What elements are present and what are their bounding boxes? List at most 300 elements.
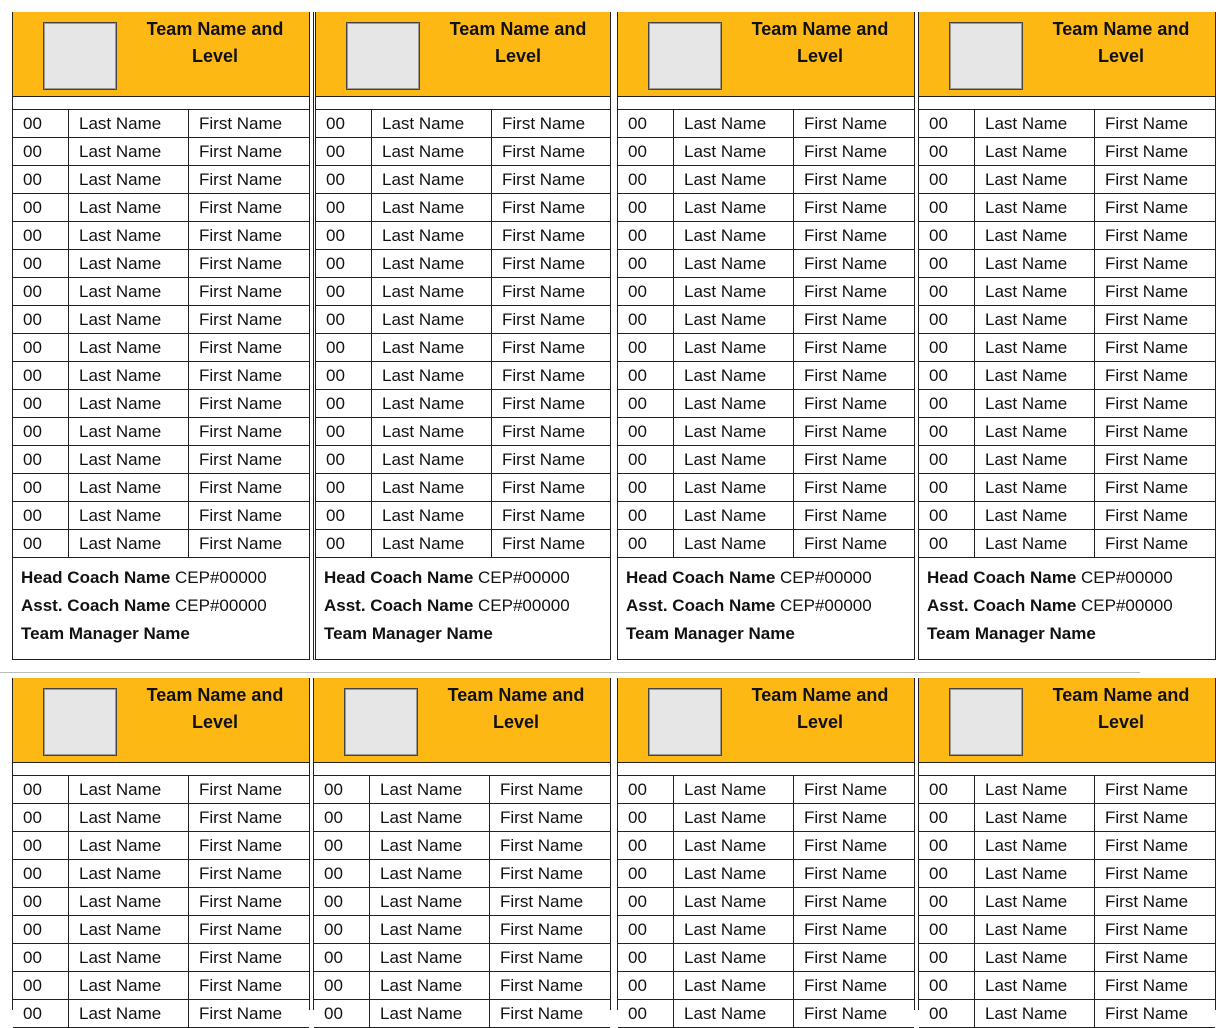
player-last-name[interactable]: Last Name xyxy=(975,110,1095,137)
team-name-and-level[interactable]: Team Name and Level xyxy=(146,19,284,66)
jersey-number[interactable]: 00 xyxy=(919,194,975,221)
player-last-name[interactable]: Last Name xyxy=(674,1000,794,1027)
player-first-name[interactable]: First Name xyxy=(804,310,888,329)
player-first-name[interactable]: First Name xyxy=(500,920,584,939)
jersey-number[interactable]: 00 xyxy=(919,474,975,501)
jersey-number[interactable]: 00 xyxy=(618,362,674,389)
player-first-name[interactable]: First Name xyxy=(199,808,283,827)
player-first-name[interactable]: First Name xyxy=(502,394,586,413)
jersey-number[interactable]: 00 xyxy=(314,972,370,999)
player-first-name[interactable]: First Name xyxy=(804,976,888,995)
player-first-name[interactable]: First Name xyxy=(199,450,283,469)
player-last-name[interactable]: Last Name xyxy=(69,166,189,193)
player-last-name[interactable]: Last Name xyxy=(975,278,1095,305)
team-logo-placeholder[interactable] xyxy=(949,688,1023,756)
player-last-name[interactable]: Last Name xyxy=(69,916,189,943)
player-last-name[interactable]: Last Name xyxy=(975,530,1095,557)
player-last-name[interactable]: Last Name xyxy=(69,250,189,277)
jersey-number[interactable]: 00 xyxy=(316,446,372,473)
player-first-name[interactable]: First Name xyxy=(199,1004,283,1023)
jersey-number[interactable]: 00 xyxy=(316,250,372,277)
player-first-name[interactable]: First Name xyxy=(199,864,283,883)
team-name-and-level[interactable]: Team Name and Level xyxy=(449,19,587,66)
player-first-name[interactable]: First Name xyxy=(199,142,283,161)
player-first-name[interactable]: First Name xyxy=(804,422,888,441)
jersey-number[interactable]: 00 xyxy=(13,306,69,333)
player-last-name[interactable]: Last Name xyxy=(372,166,492,193)
jersey-number[interactable]: 00 xyxy=(618,530,674,557)
jersey-number[interactable]: 00 xyxy=(13,832,69,859)
player-first-name[interactable]: First Name xyxy=(804,450,888,469)
player-first-name[interactable]: First Name xyxy=(1105,394,1189,413)
head-coach-cep[interactable]: CEP#00000 xyxy=(478,568,570,587)
player-first-name[interactable]: First Name xyxy=(1105,142,1189,161)
player-first-name[interactable]: First Name xyxy=(1105,366,1189,385)
player-first-name[interactable]: First Name xyxy=(502,226,586,245)
jersey-number[interactable]: 00 xyxy=(919,334,975,361)
jersey-number[interactable]: 00 xyxy=(618,972,674,999)
jersey-number[interactable]: 00 xyxy=(618,502,674,529)
jersey-number[interactable]: 00 xyxy=(618,390,674,417)
player-last-name[interactable]: Last Name xyxy=(975,250,1095,277)
player-first-name[interactable]: First Name xyxy=(804,394,888,413)
player-last-name[interactable]: Last Name xyxy=(674,194,794,221)
jersey-number[interactable]: 00 xyxy=(316,138,372,165)
player-last-name[interactable]: Last Name xyxy=(975,334,1095,361)
team-manager-name[interactable]: Team Manager Name xyxy=(324,624,493,643)
player-first-name[interactable]: First Name xyxy=(199,282,283,301)
player-last-name[interactable]: Last Name xyxy=(69,530,189,557)
player-last-name[interactable]: Last Name xyxy=(370,916,490,943)
player-last-name[interactable]: Last Name xyxy=(370,888,490,915)
head-coach-name[interactable]: Head Coach Name xyxy=(324,568,474,587)
player-first-name[interactable]: First Name xyxy=(502,534,586,553)
team-manager-name[interactable]: Team Manager Name xyxy=(626,624,795,643)
jersey-number[interactable]: 00 xyxy=(919,502,975,529)
player-first-name[interactable]: First Name xyxy=(502,282,586,301)
player-last-name[interactable]: Last Name xyxy=(69,390,189,417)
player-first-name[interactable]: First Name xyxy=(804,836,888,855)
player-first-name[interactable]: First Name xyxy=(502,142,586,161)
player-last-name[interactable]: Last Name xyxy=(674,446,794,473)
jersey-number[interactable]: 00 xyxy=(316,166,372,193)
jersey-number[interactable]: 00 xyxy=(13,776,69,803)
player-last-name[interactable]: Last Name xyxy=(69,446,189,473)
team-name-and-level[interactable]: Team Name and Level xyxy=(751,685,889,732)
jersey-number[interactable]: 00 xyxy=(919,390,975,417)
player-last-name[interactable]: Last Name xyxy=(370,776,490,803)
jersey-number[interactable]: 00 xyxy=(919,972,975,999)
jersey-number[interactable]: 00 xyxy=(919,166,975,193)
player-last-name[interactable]: Last Name xyxy=(674,888,794,915)
player-first-name[interactable]: First Name xyxy=(804,478,888,497)
jersey-number[interactable]: 00 xyxy=(13,804,69,831)
player-first-name[interactable]: First Name xyxy=(804,254,888,273)
player-last-name[interactable]: Last Name xyxy=(370,972,490,999)
asst-coach-name[interactable]: Asst. Coach Name xyxy=(21,596,171,615)
jersey-number[interactable]: 00 xyxy=(316,222,372,249)
team-logo-placeholder[interactable] xyxy=(648,688,722,756)
jersey-number[interactable]: 00 xyxy=(618,916,674,943)
player-first-name[interactable]: First Name xyxy=(199,478,283,497)
player-first-name[interactable]: First Name xyxy=(804,808,888,827)
team-name-and-level[interactable]: Team Name and Level xyxy=(1052,19,1190,66)
player-last-name[interactable]: Last Name xyxy=(674,362,794,389)
player-last-name[interactable]: Last Name xyxy=(674,306,794,333)
player-last-name[interactable]: Last Name xyxy=(69,972,189,999)
player-first-name[interactable]: First Name xyxy=(1105,920,1189,939)
jersey-number[interactable]: 00 xyxy=(316,502,372,529)
jersey-number[interactable]: 00 xyxy=(13,860,69,887)
jersey-number[interactable]: 00 xyxy=(13,250,69,277)
player-first-name[interactable]: First Name xyxy=(1105,170,1189,189)
player-first-name[interactable]: First Name xyxy=(199,422,283,441)
jersey-number[interactable]: 00 xyxy=(919,362,975,389)
player-first-name[interactable]: First Name xyxy=(1105,422,1189,441)
player-first-name[interactable]: First Name xyxy=(502,422,586,441)
team-logo-placeholder[interactable] xyxy=(344,688,418,756)
jersey-number[interactable]: 00 xyxy=(618,110,674,137)
player-last-name[interactable]: Last Name xyxy=(975,502,1095,529)
player-last-name[interactable]: Last Name xyxy=(69,138,189,165)
player-last-name[interactable]: Last Name xyxy=(674,390,794,417)
asst-coach-cep[interactable]: CEP#00000 xyxy=(780,596,872,615)
player-last-name[interactable]: Last Name xyxy=(372,306,492,333)
jersey-number[interactable]: 00 xyxy=(919,888,975,915)
asst-coach-cep[interactable]: CEP#00000 xyxy=(478,596,570,615)
player-last-name[interactable]: Last Name xyxy=(674,474,794,501)
jersey-number[interactable]: 00 xyxy=(13,334,69,361)
asst-coach-name[interactable]: Asst. Coach Name xyxy=(324,596,474,615)
jersey-number[interactable]: 00 xyxy=(316,362,372,389)
player-first-name[interactable]: First Name xyxy=(500,1004,584,1023)
jersey-number[interactable]: 00 xyxy=(13,362,69,389)
player-last-name[interactable]: Last Name xyxy=(975,166,1095,193)
player-last-name[interactable]: Last Name xyxy=(372,334,492,361)
team-name-and-level[interactable]: Team Name and Level xyxy=(1052,685,1190,732)
player-last-name[interactable]: Last Name xyxy=(674,138,794,165)
jersey-number[interactable]: 00 xyxy=(919,944,975,971)
player-last-name[interactable]: Last Name xyxy=(674,250,794,277)
jersey-number[interactable]: 00 xyxy=(314,776,370,803)
player-first-name[interactable]: First Name xyxy=(199,892,283,911)
player-first-name[interactable]: First Name xyxy=(1105,254,1189,273)
head-coach-name[interactable]: Head Coach Name xyxy=(626,568,776,587)
jersey-number[interactable]: 00 xyxy=(919,1000,975,1027)
player-last-name[interactable]: Last Name xyxy=(69,222,189,249)
player-first-name[interactable]: First Name xyxy=(804,864,888,883)
player-first-name[interactable]: First Name xyxy=(804,948,888,967)
jersey-number[interactable]: 00 xyxy=(919,250,975,277)
player-last-name[interactable]: Last Name xyxy=(69,776,189,803)
team-logo-placeholder[interactable] xyxy=(43,688,117,756)
player-last-name[interactable]: Last Name xyxy=(69,474,189,501)
player-last-name[interactable]: Last Name xyxy=(674,418,794,445)
jersey-number[interactable]: 00 xyxy=(13,944,69,971)
jersey-number[interactable]: 00 xyxy=(618,860,674,887)
player-last-name[interactable]: Last Name xyxy=(975,446,1095,473)
player-last-name[interactable]: Last Name xyxy=(674,502,794,529)
jersey-number[interactable]: 00 xyxy=(314,888,370,915)
jersey-number[interactable]: 00 xyxy=(316,306,372,333)
player-last-name[interactable]: Last Name xyxy=(372,362,492,389)
jersey-number[interactable]: 00 xyxy=(13,474,69,501)
asst-coach-name[interactable]: Asst. Coach Name xyxy=(626,596,776,615)
jersey-number[interactable]: 00 xyxy=(618,1000,674,1027)
jersey-number[interactable]: 00 xyxy=(316,110,372,137)
jersey-number[interactable]: 00 xyxy=(618,306,674,333)
player-first-name[interactable]: First Name xyxy=(500,976,584,995)
player-first-name[interactable]: First Name xyxy=(500,808,584,827)
jersey-number[interactable]: 00 xyxy=(13,222,69,249)
player-last-name[interactable]: Last Name xyxy=(975,222,1095,249)
jersey-number[interactable]: 00 xyxy=(314,1000,370,1027)
jersey-number[interactable]: 00 xyxy=(13,390,69,417)
player-last-name[interactable]: Last Name xyxy=(372,418,492,445)
player-first-name[interactable]: First Name xyxy=(804,282,888,301)
player-first-name[interactable]: First Name xyxy=(502,310,586,329)
player-last-name[interactable]: Last Name xyxy=(674,776,794,803)
player-first-name[interactable]: First Name xyxy=(804,142,888,161)
player-last-name[interactable]: Last Name xyxy=(372,278,492,305)
player-last-name[interactable]: Last Name xyxy=(372,502,492,529)
player-last-name[interactable]: Last Name xyxy=(372,390,492,417)
player-first-name[interactable]: First Name xyxy=(199,836,283,855)
jersey-number[interactable]: 00 xyxy=(618,474,674,501)
player-first-name[interactable]: First Name xyxy=(804,114,888,133)
player-last-name[interactable]: Last Name xyxy=(69,888,189,915)
player-last-name[interactable]: Last Name xyxy=(370,832,490,859)
team-logo-placeholder[interactable] xyxy=(949,22,1023,90)
player-last-name[interactable]: Last Name xyxy=(370,944,490,971)
player-last-name[interactable]: Last Name xyxy=(674,804,794,831)
jersey-number[interactable]: 00 xyxy=(618,166,674,193)
player-first-name[interactable]: First Name xyxy=(502,114,586,133)
jersey-number[interactable]: 00 xyxy=(13,194,69,221)
jersey-number[interactable]: 00 xyxy=(13,418,69,445)
player-last-name[interactable]: Last Name xyxy=(69,278,189,305)
jersey-number[interactable]: 00 xyxy=(316,194,372,221)
jersey-number[interactable]: 00 xyxy=(618,804,674,831)
jersey-number[interactable]: 00 xyxy=(13,110,69,137)
jersey-number[interactable]: 00 xyxy=(919,860,975,887)
head-coach-name[interactable]: Head Coach Name xyxy=(927,568,1077,587)
jersey-number[interactable]: 00 xyxy=(618,138,674,165)
player-first-name[interactable]: First Name xyxy=(1105,282,1189,301)
player-first-name[interactable]: First Name xyxy=(500,948,584,967)
player-last-name[interactable]: Last Name xyxy=(975,194,1095,221)
jersey-number[interactable]: 00 xyxy=(13,888,69,915)
player-first-name[interactable]: First Name xyxy=(199,310,283,329)
jersey-number[interactable]: 00 xyxy=(13,446,69,473)
head-coach-cep[interactable]: CEP#00000 xyxy=(1081,568,1173,587)
player-last-name[interactable]: Last Name xyxy=(372,138,492,165)
jersey-number[interactable]: 00 xyxy=(13,278,69,305)
player-last-name[interactable]: Last Name xyxy=(372,194,492,221)
player-first-name[interactable]: First Name xyxy=(502,198,586,217)
player-first-name[interactable]: First Name xyxy=(804,170,888,189)
player-last-name[interactable]: Last Name xyxy=(975,832,1095,859)
jersey-number[interactable]: 00 xyxy=(919,418,975,445)
player-last-name[interactable]: Last Name xyxy=(975,1000,1095,1027)
player-first-name[interactable]: First Name xyxy=(199,780,283,799)
player-first-name[interactable]: First Name xyxy=(804,780,888,799)
player-last-name[interactable]: Last Name xyxy=(69,502,189,529)
jersey-number[interactable]: 00 xyxy=(618,222,674,249)
jersey-number[interactable]: 00 xyxy=(919,278,975,305)
player-first-name[interactable]: First Name xyxy=(804,1004,888,1023)
asst-coach-cep[interactable]: CEP#00000 xyxy=(1081,596,1173,615)
player-last-name[interactable]: Last Name xyxy=(674,278,794,305)
player-last-name[interactable]: Last Name xyxy=(372,530,492,557)
team-logo-placeholder[interactable] xyxy=(346,22,420,90)
player-first-name[interactable]: First Name xyxy=(1105,864,1189,883)
jersey-number[interactable]: 00 xyxy=(919,804,975,831)
jersey-number[interactable]: 00 xyxy=(13,138,69,165)
team-name-and-level[interactable]: Team Name and Level xyxy=(751,19,889,66)
player-first-name[interactable]: First Name xyxy=(1105,198,1189,217)
asst-coach-name[interactable]: Asst. Coach Name xyxy=(927,596,1077,615)
player-last-name[interactable]: Last Name xyxy=(975,916,1095,943)
player-first-name[interactable]: First Name xyxy=(502,366,586,385)
player-last-name[interactable]: Last Name xyxy=(975,418,1095,445)
player-first-name[interactable]: First Name xyxy=(1105,114,1189,133)
team-logo-placeholder[interactable] xyxy=(648,22,722,90)
player-last-name[interactable]: Last Name xyxy=(372,474,492,501)
jersey-number[interactable]: 00 xyxy=(316,530,372,557)
player-first-name[interactable]: First Name xyxy=(199,338,283,357)
player-first-name[interactable]: First Name xyxy=(1105,808,1189,827)
player-first-name[interactable]: First Name xyxy=(199,920,283,939)
player-first-name[interactable]: First Name xyxy=(199,394,283,413)
player-first-name[interactable]: First Name xyxy=(199,506,283,525)
head-coach-cep[interactable]: CEP#00000 xyxy=(175,568,267,587)
player-first-name[interactable]: First Name xyxy=(502,338,586,357)
player-last-name[interactable]: Last Name xyxy=(674,832,794,859)
player-last-name[interactable]: Last Name xyxy=(372,222,492,249)
player-last-name[interactable]: Last Name xyxy=(372,110,492,137)
player-first-name[interactable]: First Name xyxy=(199,198,283,217)
player-last-name[interactable]: Last Name xyxy=(370,1000,490,1027)
jersey-number[interactable]: 00 xyxy=(919,916,975,943)
player-last-name[interactable]: Last Name xyxy=(69,944,189,971)
player-first-name[interactable]: First Name xyxy=(500,892,584,911)
player-first-name[interactable]: First Name xyxy=(199,534,283,553)
jersey-number[interactable]: 00 xyxy=(618,944,674,971)
player-first-name[interactable]: First Name xyxy=(804,920,888,939)
jersey-number[interactable]: 00 xyxy=(314,916,370,943)
player-last-name[interactable]: Last Name xyxy=(674,916,794,943)
player-last-name[interactable]: Last Name xyxy=(69,362,189,389)
jersey-number[interactable]: 00 xyxy=(618,334,674,361)
player-first-name[interactable]: First Name xyxy=(199,366,283,385)
player-last-name[interactable]: Last Name xyxy=(674,222,794,249)
player-first-name[interactable]: First Name xyxy=(502,506,586,525)
player-first-name[interactable]: First Name xyxy=(1105,948,1189,967)
jersey-number[interactable]: 00 xyxy=(919,222,975,249)
jersey-number[interactable]: 00 xyxy=(618,278,674,305)
jersey-number[interactable]: 00 xyxy=(13,1000,69,1027)
jersey-number[interactable]: 00 xyxy=(618,776,674,803)
jersey-number[interactable]: 00 xyxy=(13,166,69,193)
jersey-number[interactable]: 00 xyxy=(314,832,370,859)
jersey-number[interactable]: 00 xyxy=(314,804,370,831)
player-last-name[interactable]: Last Name xyxy=(975,860,1095,887)
player-first-name[interactable]: First Name xyxy=(1105,1004,1189,1023)
player-last-name[interactable]: Last Name xyxy=(69,194,189,221)
player-last-name[interactable]: Last Name xyxy=(674,530,794,557)
head-coach-cep[interactable]: CEP#00000 xyxy=(780,568,872,587)
player-first-name[interactable]: First Name xyxy=(502,254,586,273)
jersey-number[interactable]: 00 xyxy=(919,832,975,859)
player-first-name[interactable]: First Name xyxy=(199,254,283,273)
player-first-name[interactable]: First Name xyxy=(1105,836,1189,855)
player-first-name[interactable]: First Name xyxy=(1105,310,1189,329)
jersey-number[interactable]: 00 xyxy=(618,250,674,277)
player-last-name[interactable]: Last Name xyxy=(975,804,1095,831)
jersey-number[interactable]: 00 xyxy=(919,138,975,165)
jersey-number[interactable]: 00 xyxy=(618,446,674,473)
player-first-name[interactable]: First Name xyxy=(1105,976,1189,995)
player-first-name[interactable]: First Name xyxy=(1105,450,1189,469)
player-first-name[interactable]: First Name xyxy=(500,836,584,855)
player-first-name[interactable]: First Name xyxy=(502,170,586,189)
player-last-name[interactable]: Last Name xyxy=(674,860,794,887)
jersey-number[interactable]: 00 xyxy=(919,776,975,803)
player-last-name[interactable]: Last Name xyxy=(69,1000,189,1027)
jersey-number[interactable]: 00 xyxy=(13,972,69,999)
jersey-number[interactable]: 00 xyxy=(618,194,674,221)
player-first-name[interactable]: First Name xyxy=(1105,338,1189,357)
jersey-number[interactable]: 00 xyxy=(618,888,674,915)
team-manager-name[interactable]: Team Manager Name xyxy=(21,624,190,643)
team-name-and-level[interactable]: Team Name and Level xyxy=(447,685,585,732)
player-last-name[interactable]: Last Name xyxy=(975,888,1095,915)
player-last-name[interactable]: Last Name xyxy=(372,446,492,473)
player-last-name[interactable]: Last Name xyxy=(69,832,189,859)
player-last-name[interactable]: Last Name xyxy=(975,138,1095,165)
player-last-name[interactable]: Last Name xyxy=(674,110,794,137)
player-first-name[interactable]: First Name xyxy=(1105,892,1189,911)
jersey-number[interactable]: 00 xyxy=(316,334,372,361)
player-first-name[interactable]: First Name xyxy=(502,450,586,469)
player-first-name[interactable]: First Name xyxy=(1105,534,1189,553)
jersey-number[interactable]: 00 xyxy=(314,860,370,887)
jersey-number[interactable]: 00 xyxy=(13,916,69,943)
player-first-name[interactable]: First Name xyxy=(500,864,584,883)
player-last-name[interactable]: Last Name xyxy=(975,972,1095,999)
team-manager-name[interactable]: Team Manager Name xyxy=(927,624,1096,643)
player-first-name[interactable]: First Name xyxy=(1105,478,1189,497)
jersey-number[interactable]: 00 xyxy=(13,530,69,557)
player-first-name[interactable]: First Name xyxy=(804,892,888,911)
player-first-name[interactable]: First Name xyxy=(199,976,283,995)
jersey-number[interactable]: 00 xyxy=(316,474,372,501)
jersey-number[interactable]: 00 xyxy=(618,418,674,445)
player-last-name[interactable]: Last Name xyxy=(69,334,189,361)
jersey-number[interactable]: 00 xyxy=(13,502,69,529)
player-first-name[interactable]: First Name xyxy=(1105,780,1189,799)
player-first-name[interactable]: First Name xyxy=(199,114,283,133)
player-first-name[interactable]: First Name xyxy=(804,198,888,217)
head-coach-name[interactable]: Head Coach Name xyxy=(21,568,171,587)
player-last-name[interactable]: Last Name xyxy=(69,804,189,831)
player-first-name[interactable]: First Name xyxy=(502,478,586,497)
player-last-name[interactable]: Last Name xyxy=(69,110,189,137)
player-first-name[interactable]: First Name xyxy=(500,780,584,799)
player-last-name[interactable]: Last Name xyxy=(975,474,1095,501)
player-first-name[interactable]: First Name xyxy=(199,226,283,245)
